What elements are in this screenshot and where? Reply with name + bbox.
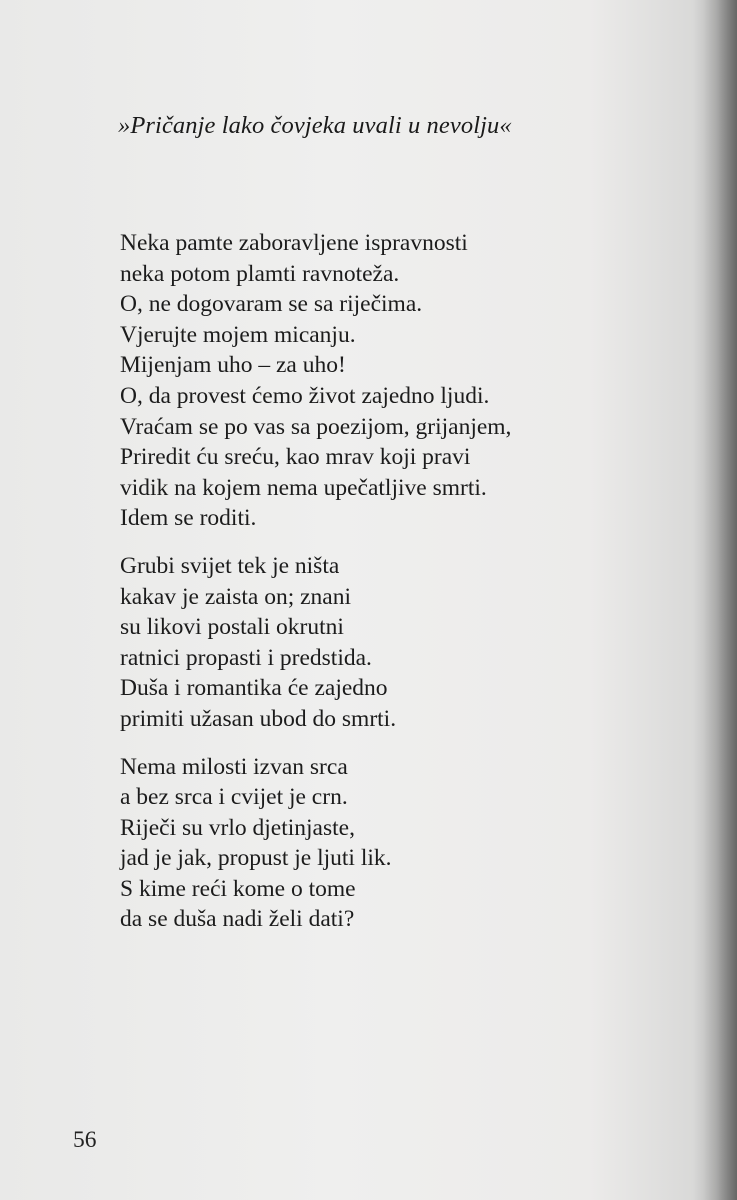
poem-line: O, da provest ćemo život zajedno ljudi. <box>120 382 490 409</box>
poem-line: da se duša nadi želi dati? <box>120 906 355 933</box>
poem-body <box>120 228 511 952</box>
stanza-1 <box>120 228 511 534</box>
stanza-3 <box>120 752 511 936</box>
poem-line: Nema milosti izvan srca <box>120 753 348 780</box>
poem-line: Priredit ću sreću, kao mrav koji pravi <box>120 444 471 471</box>
poem-line: Vraćam se po vas sa poezijom, grijanjem, <box>120 413 512 440</box>
poem-line: su likovi postali okrutni <box>120 614 344 641</box>
poem-line: jad je jak, propust je ljuti lik. <box>120 845 392 872</box>
poem-line: Riječi su vrlo djetinjaste, <box>120 814 355 841</box>
poem-line: S kime reći kome o tome <box>120 875 356 902</box>
poem-line: Idem se roditi. <box>120 505 257 532</box>
poem-line: Duša i romantika će zajedno <box>120 675 388 702</box>
page-number: 56 <box>73 1127 97 1153</box>
stanza-2 <box>120 551 511 735</box>
poem-line: Vjerujte mojem micanju. <box>120 321 356 348</box>
poem-line: Neka pamte zaboravljene ispravnosti <box>120 230 468 256</box>
poem-line: Mijenjam uho – za uho! <box>120 352 346 379</box>
poem-line: vidik na kojem nema upečatljive smrti. <box>120 474 487 501</box>
poem-line: a bez srca i cvijet je crn. <box>120 784 348 811</box>
poem-line: Grubi svijet tek je ništa <box>120 552 340 579</box>
poem-line: kakav je zaista on; znani <box>120 583 351 610</box>
poem-title: »Pričanje lako čovjeka uvali u nevolju« <box>118 112 512 139</box>
binding-shadow <box>703 0 737 1200</box>
poem-line: ratnici propasti i predstida. <box>120 644 372 671</box>
poem-line: O, ne dogovaram se sa riječima. <box>120 291 423 318</box>
poem-line: neka potom plamti ravnoteža. <box>120 260 400 287</box>
poem-line: primiti užasan ubod do smrti. <box>120 705 397 732</box>
